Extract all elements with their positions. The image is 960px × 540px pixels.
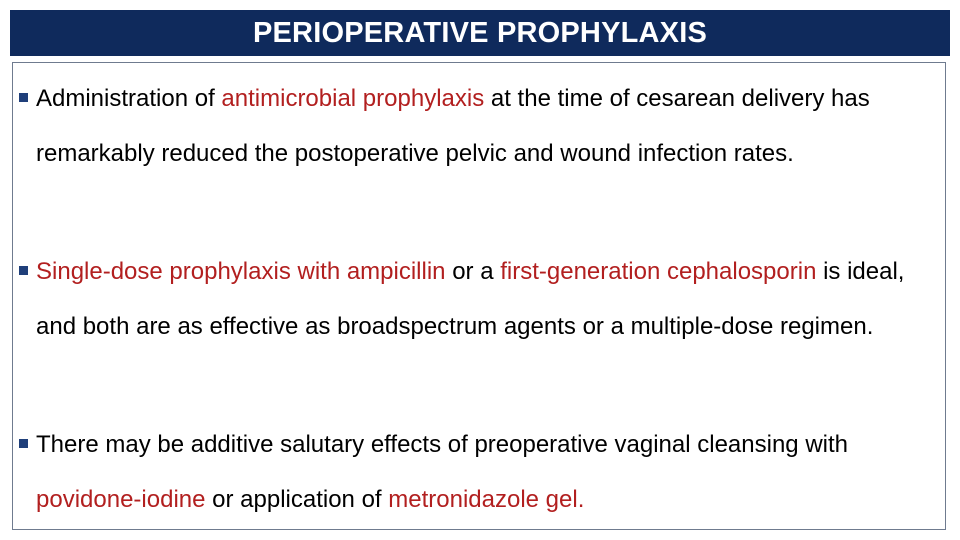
square-bullet-icon [19, 93, 28, 102]
highlight-term: antimicrobial prophylaxis [221, 85, 485, 112]
bullet-text-segment: or a [445, 258, 501, 285]
bullet-text [19, 417, 939, 527]
bullet-text [19, 244, 939, 354]
square-bullet-icon [19, 266, 28, 275]
bullet-item-2 [19, 244, 939, 354]
highlight-term: Single-dose prophylaxis with ampicillin [36, 258, 446, 285]
bullet-text-segment: or application of [205, 486, 389, 513]
square-bullet-icon [19, 439, 28, 448]
title-bar [10, 10, 950, 56]
content-box [12, 62, 946, 530]
bullet-text-segment: is ideal, and both are as effective as broadspectrum agents or a multiple-dose regimen. [36, 258, 905, 340]
bullet-text-segment: There may be additive salutary effects of preoperative vaginal cleansing with [36, 431, 849, 458]
bullet-text [19, 71, 939, 181]
highlight-term: povidone-iodine [36, 486, 206, 513]
slide-title: PERIOPERATIVE PROPHYLAXIS [252, 16, 708, 49]
highlight-term: first-generation cephalosporin [500, 258, 817, 285]
bullet-text-segment: Administration of [36, 85, 222, 112]
bullet-item-1 [19, 71, 939, 181]
bullet-item-3 [19, 417, 939, 527]
bullet-text-segment: at the time of cesarean delivery has remarkably reduced the postoperative pelvic and wound infection rates. [36, 85, 870, 167]
highlight-term: metronidazole gel. [388, 486, 585, 513]
